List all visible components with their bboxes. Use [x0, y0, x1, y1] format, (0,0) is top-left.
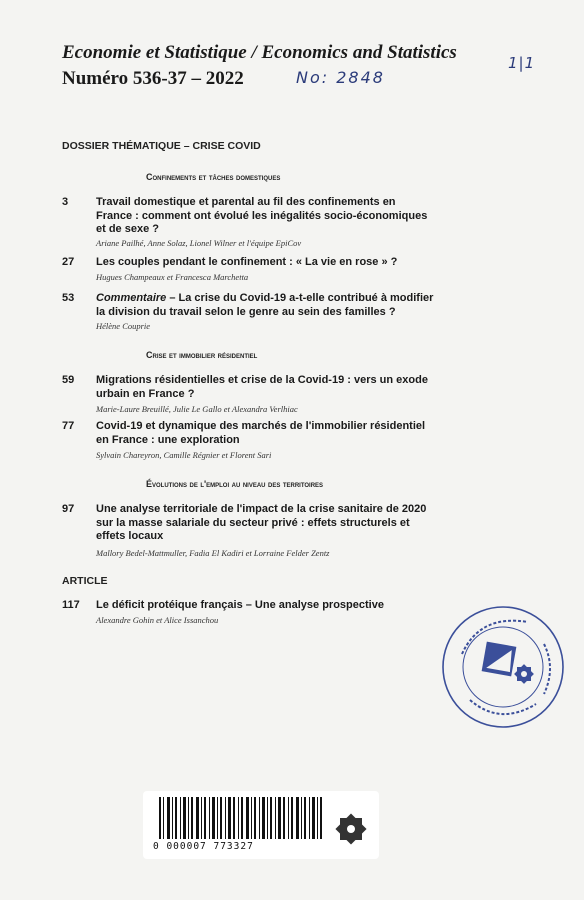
page-number: 27	[62, 256, 75, 268]
entry-authors: Hélène Couprie	[96, 321, 151, 331]
toc-entry[interactable]	[62, 599, 502, 629]
toc-entry[interactable]	[62, 374, 502, 418]
entry-title: Travail domestique et parental au fil des confinements en France : comment ont évolué les inégalités socio-économiques et de sexe ?	[96, 196, 428, 235]
section-heading: Évolutions de l'emploi au niveau des territoires	[146, 479, 324, 489]
barcode-label	[143, 791, 379, 859]
entry-authors: Alexandre Gohin et Alice Issanchou	[96, 615, 219, 625]
entry-authors: Mallory Bedel-Mattmuller, Fadia El Kadiri et Lorraine Felder Zentz	[96, 548, 330, 558]
toc-entry[interactable]	[62, 196, 502, 246]
page-number: 97	[62, 503, 75, 515]
toc-entry[interactable]	[62, 503, 502, 561]
entry-authors: Hugues Champeaux et Francesca Marchetta	[96, 272, 249, 282]
entry-title: Une analyse territoriale de l'impact de la crise sanitaire de 2020 sur la masse salariale du secteur privé : effets structurels et effets locaux	[96, 503, 427, 542]
barcode-number: 0 000007 773327	[153, 841, 254, 852]
toc-entry[interactable]	[62, 420, 502, 464]
handwritten-reference: No: 2848	[296, 68, 385, 87]
page-number: 77	[62, 420, 75, 432]
section-heading: Crise et immobilier résidentiel	[146, 350, 258, 360]
handwritten-corner-mark: 1|1	[508, 54, 536, 72]
article-heading: ARTICLE	[62, 575, 108, 587]
entry-authors: Marie-Laure Breuillé, Julie Le Gallo et Alexandra Verlhiac	[96, 404, 298, 414]
dossier-title: DOSSIER THÉMATIQUE – CRISE COVID	[62, 140, 261, 152]
toc-entry[interactable]	[62, 256, 502, 284]
page-number: 59	[62, 374, 75, 386]
journal-title: Economie et Statistique / Economics and Statistics	[62, 42, 457, 63]
entry-title: Covid-19 et dynamique des marchés de l'immobilier résidentiel en France : une exploration	[96, 420, 426, 446]
entry-authors: Sylvain Chareyron, Camille Régnier et Florent Sari	[96, 450, 272, 460]
entry-title: Commentaire – La crise du Covid-19 a-t-elle contribué à modifier la division du travail selon le genre au sein des familles ?	[96, 292, 434, 318]
page-number: 117	[62, 599, 80, 611]
entry-title: Le déficit protéique français – Une analyse prospective	[96, 599, 384, 611]
section-heading: Confinements et tâches domestiques	[146, 172, 281, 182]
library-seal-icon	[440, 604, 566, 730]
toc-entry[interactable]	[62, 292, 502, 336]
page-number: 53	[62, 292, 75, 304]
page-number: 3	[62, 196, 69, 208]
entry-authors: Ariane Pailhé, Anne Solaz, Lionel Wilner et l'équipe EpiCov	[96, 238, 302, 248]
issue-number: Numéro 536-37 – 2022	[62, 68, 244, 89]
entry-title: Migrations résidentielles et crise de la Covid-19 : vers un exode urbain en France ?	[96, 374, 428, 400]
entry-title: Les couples pendant le confinement : « La vie en rose » ?	[96, 256, 398, 268]
